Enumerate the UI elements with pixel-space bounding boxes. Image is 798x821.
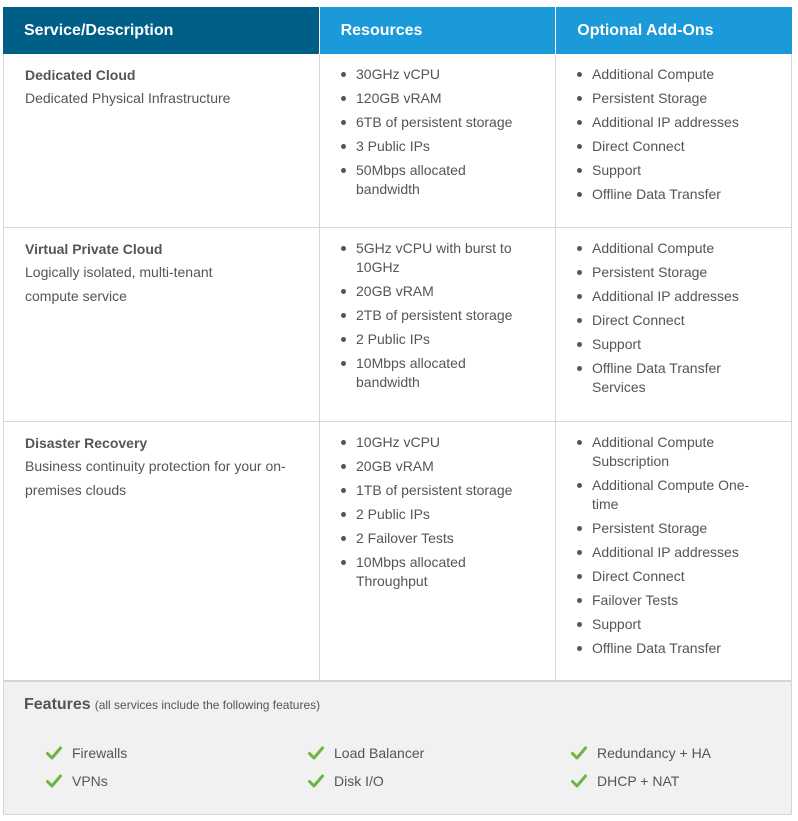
service-description: Dedicated Physical Infrastructure: [25, 90, 231, 106]
service-description: Logically isolated, multi-tenant compute service: [25, 264, 213, 304]
list-item: Offline Data Transfer: [576, 639, 771, 658]
features-panel: [3, 681, 792, 815]
feature-label: Firewalls: [72, 745, 128, 761]
feature-item: [308, 771, 384, 791]
header-addons: Optional Add-Ons: [556, 7, 792, 54]
features-heading: [24, 696, 320, 714]
check-icon: [46, 746, 62, 760]
list-item: Additional IP addresses: [576, 543, 771, 562]
service-name: Dedicated Cloud: [25, 67, 136, 83]
addons-list: [576, 239, 771, 397]
table-row: [3, 54, 792, 228]
list-item: Direct Connect: [576, 311, 771, 330]
list-item: 30GHz vCPU: [340, 65, 530, 84]
list-item: 50Mbps allocated bandwidth: [340, 161, 530, 199]
header-service: Service/Description: [3, 7, 319, 54]
list-item: 1TB of persistent storage: [340, 481, 530, 500]
check-icon: [308, 774, 324, 788]
addons-cell: [556, 54, 792, 227]
list-item: Persistent Storage: [576, 263, 771, 282]
list-item: Failover Tests: [576, 591, 771, 610]
check-icon: [308, 746, 324, 760]
feature-item: [571, 743, 711, 763]
feature-label: Redundancy + HA: [597, 745, 712, 761]
service-cell: [3, 422, 320, 680]
features-note: (all services include the following features): [94, 698, 321, 712]
list-item: Support: [576, 161, 771, 180]
list-item: Direct Connect: [576, 567, 771, 586]
list-item: Support: [576, 335, 771, 354]
check-icon: [46, 774, 62, 788]
feature-label: VPNs: [72, 773, 108, 789]
resources-list: [340, 433, 530, 591]
list-item: Offline Data Transfer: [576, 185, 771, 204]
addons-cell: [556, 228, 792, 421]
addons-list: [576, 433, 771, 658]
resources-list: [340, 239, 530, 392]
feature-label: Disk I/O: [334, 773, 384, 789]
table-row: [3, 422, 792, 681]
list-item: Additional Compute One-time: [576, 476, 771, 514]
list-item: 3 Public IPs: [340, 137, 530, 156]
service-cell: [3, 54, 320, 227]
list-item: 2 Failover Tests: [340, 529, 530, 548]
list-item: 2TB of persistent storage: [340, 306, 530, 325]
list-item: Persistent Storage: [576, 89, 771, 108]
check-icon: [571, 746, 587, 760]
list-item: 20GB vRAM: [340, 282, 530, 301]
feature-label: DHCP + NAT: [597, 773, 680, 789]
resources-list: [340, 65, 530, 199]
header-resources: Resources: [320, 7, 556, 54]
list-item: Support: [576, 615, 771, 634]
services-table: [3, 7, 792, 681]
feature-label: Load Balancer: [334, 745, 425, 761]
addons-cell: [556, 422, 792, 680]
service-cell: [3, 228, 320, 421]
list-item: Additional Compute: [576, 65, 771, 84]
list-item: Persistent Storage: [576, 519, 771, 538]
resources-cell: [320, 422, 556, 680]
service-description: Business continuity protection for your on-premises clouds: [25, 458, 286, 498]
resources-cell: [320, 54, 556, 227]
list-item: Additional IP addresses: [576, 287, 771, 306]
addons-list: [576, 65, 771, 204]
list-item: Additional Compute: [576, 239, 771, 258]
list-item: 10GHz vCPU: [340, 433, 530, 452]
table-row: [3, 228, 792, 422]
list-item: Direct Connect: [576, 137, 771, 156]
list-item: 10Mbps allocated bandwidth: [340, 354, 530, 392]
check-icon: [571, 774, 587, 788]
table-header-row: [3, 7, 792, 54]
list-item: 120GB vRAM: [340, 89, 530, 108]
list-item: Additional IP addresses: [576, 113, 771, 132]
list-item: Additional Compute Subscription: [576, 433, 771, 471]
resources-cell: [320, 228, 556, 421]
list-item: 2 Public IPs: [340, 330, 530, 349]
feature-item: [46, 743, 127, 763]
service-name: Disaster Recovery: [25, 435, 148, 451]
feature-item: [308, 743, 424, 763]
list-item: 6TB of persistent storage: [340, 113, 530, 132]
service-name: Virtual Private Cloud: [25, 241, 163, 257]
features-title: Features: [24, 696, 91, 713]
list-item: 20GB vRAM: [340, 457, 530, 476]
list-item: 10Mbps allocated Throughput: [340, 553, 530, 591]
feature-item: [571, 771, 679, 791]
list-item: 2 Public IPs: [340, 505, 530, 524]
feature-item: [46, 771, 108, 791]
list-item: Offline Data Transfer Services: [576, 359, 771, 397]
list-item: 5GHz vCPU with burst to 10GHz: [340, 239, 530, 277]
